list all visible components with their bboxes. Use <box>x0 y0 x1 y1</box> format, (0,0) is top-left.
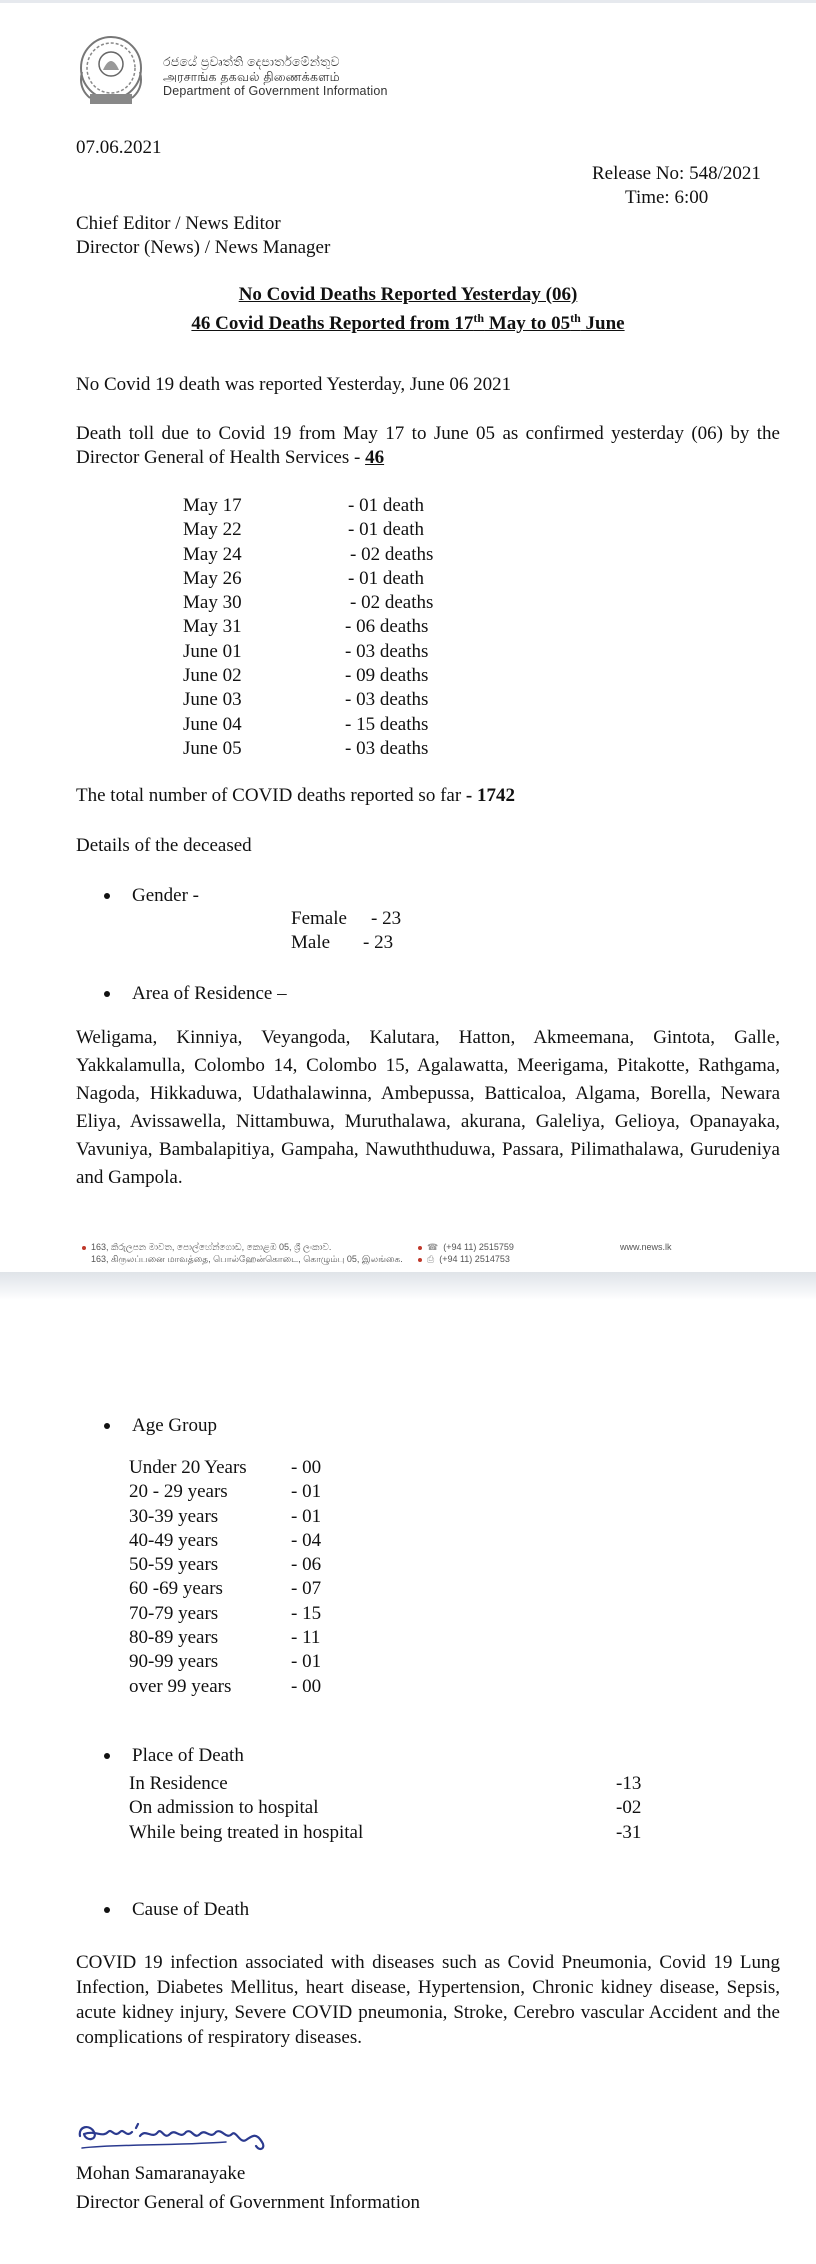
fax-icon <box>418 1258 422 1262</box>
government-emblem-icon <box>76 32 146 108</box>
age-group-bullet: Age Group <box>104 1414 217 1438</box>
place-row: While being treated in hospital -31 <box>129 1821 642 1843</box>
age-row: over 99 years - 00 <box>129 1675 322 1697</box>
phone-icon <box>418 1246 422 1250</box>
age-row: 80-89 years - 11 <box>129 1627 321 1649</box>
gender-row: Male - 23 <box>291 932 394 954</box>
recipient-line: Chief Editor / News Editor <box>76 213 281 234</box>
daily-row: June 04 - 15 deaths <box>183 713 429 735</box>
bullet-icon <box>104 893 110 899</box>
daily-row: May 24 - 02 deaths <box>183 543 434 565</box>
recipient-line: Director (News) / News Manager <box>76 237 331 258</box>
bullet-icon <box>104 1423 110 1429</box>
bullet-icon <box>104 991 110 997</box>
daily-deaths-list <box>183 494 470 761</box>
details-heading: Details of the deceased <box>76 835 252 856</box>
age-row: 20 - 29 years - 01 <box>129 1481 322 1503</box>
age-row: 90-99 years - 01 <box>129 1651 322 1673</box>
daily-row: May 30 - 02 deaths <box>183 592 434 614</box>
paragraph-no-deaths: No Covid 19 death was reported Yesterday, June 06 2021 <box>76 374 512 395</box>
total-deaths: The total number of COVID deaths reported so far - 1742 <box>76 785 515 806</box>
bullet-icon <box>82 1246 86 1250</box>
title-line-1: No Covid Deaths Reported Yesterday (06) <box>238 284 578 305</box>
top-edge <box>0 0 816 3</box>
total-deaths-value: - 1742 <box>465 785 515 806</box>
age-row: 60 -69 years - 07 <box>129 1578 322 1600</box>
place-of-death-list <box>129 1772 641 1845</box>
signatory-name: Mohan Samaranayake <box>76 2163 246 2184</box>
residence-bullet: Area of Residence – <box>104 982 287 1006</box>
release-date: 07.06.2021 <box>76 137 162 158</box>
age-row: 50-59 years - 06 <box>129 1554 322 1576</box>
age-row: 40-49 years - 04 <box>129 1529 322 1551</box>
residence-list: Weligama, Kinniya, Veyangoda, Kalutara, Hatton, Akmeemana, Gintota, Galle, Yakkalamulla, Colombo 14, Colombo 15, Agalawatta, Meerigama, Pitakotte, Rathgama, Nagoda, Hikkaduwa, Udathalawinna, Ambepussa, Batticaloa, Algama, Borella, Newara Eliya, Avissawella, Nittambuwa, Muruthalawa, akurana, Galeliya, Gelioya, Opanayaka, Vavuniya, Bambalapitiya, Gampaha, Nawuththuduwa, Passara, Pilimathalawa, Gurudeniya and Gampola. <box>76 1027 780 1188</box>
department-name-english: Department of Government Information <box>163 84 388 98</box>
bullet-icon <box>104 1753 110 1759</box>
place-of-death-bullet: Place of Death <box>104 1744 244 1768</box>
daily-row: May 26 - 01 death <box>183 567 424 589</box>
age-row: Under 20 Years - 00 <box>129 1457 322 1478</box>
footer-website: www.news.lk <box>620 1242 672 1252</box>
daily-row: May 31 - 06 deaths <box>183 616 429 638</box>
daily-row: June 01 - 03 deaths <box>183 640 429 662</box>
footer-contacts: ☎ (+94 11) 2515759 ⎙ (+94 11) 2514753 <box>418 1241 514 1265</box>
daily-row: June 03 - 03 deaths <box>183 689 429 711</box>
department-name <box>163 55 388 99</box>
daily-row: June 02 - 09 deaths <box>183 665 429 687</box>
place-row: On admission to hospital -02 <box>129 1797 642 1819</box>
age-group-list <box>129 1456 321 1699</box>
paragraph-death-toll: Death toll due to Covid 19 from May 17 to June 05 as confirmed yesterday (06) by the Director General of Health Services - 46 <box>76 423 780 468</box>
gender-bullet: Gender - <box>104 884 199 908</box>
footer-address: 163, කිරුලපන මාවත, පොල්හේන්ගොඩ, කොළඹ 05, ශ්‍රී ලංකාව. 163, கிருலப்பனை மாவத்தை, பொல்ஹேன்கொடை, கொழும்பு 05, இலங்கை. <box>82 1241 403 1265</box>
title-line-2: 46 Covid Deaths Reported from 17th May to 05th June <box>191 311 625 334</box>
bullet-icon <box>104 1907 110 1913</box>
age-row: 30-39 years - 01 <box>129 1505 322 1527</box>
signature <box>76 2118 286 2156</box>
recipients <box>76 212 330 260</box>
gender-row: Female - 23 <box>291 908 402 929</box>
department-name-sinhala: රජයේ ප්‍රවෘත්ති දෙපාර්තමේන්තුව <box>163 55 340 69</box>
department-name-tamil: அரசாங்க தகவல் திணைக்களம் <box>163 69 340 84</box>
daily-row: May 17 - 01 death <box>183 495 424 516</box>
release-time: Time: 6:00 <box>625 187 709 208</box>
cause-of-death-bullet: Cause of Death <box>104 1898 249 1922</box>
age-row: 70-79 years - 15 <box>129 1602 322 1624</box>
gender-list <box>291 907 401 956</box>
daily-row: June 05 - 03 deaths <box>183 737 429 759</box>
daily-row: May 22 - 01 death <box>183 519 424 541</box>
signatory-title: Director General of Government Information <box>76 2192 420 2213</box>
place-row: In Residence -13 <box>129 1773 642 1794</box>
cause-of-death-text: COVID 19 infection associated with diseases such as Covid Pneumonia, Covid 19 Lung Infection, Diabetes Mellitus, heart disease, Hypertension, Chronic kidney disease, Sepsis, acute kidney injury, Severe COVID pneumonia, Stroke, Cerebro vascular Accident and the complications of respiratory diseases. <box>76 1952 780 2048</box>
release-number: Release No: 548/2021 <box>592 163 761 184</box>
page-break <box>0 1272 816 1300</box>
death-toll-value: 46 <box>365 447 385 468</box>
